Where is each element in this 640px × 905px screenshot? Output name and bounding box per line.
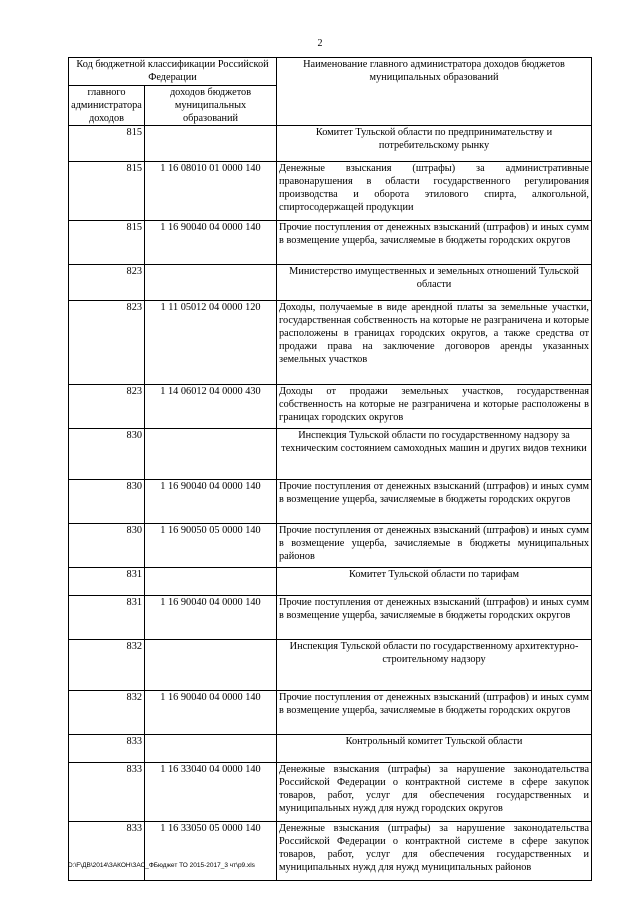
empty-code-cell — [145, 265, 277, 301]
page-number: 2 — [317, 38, 323, 49]
income-code-cell: 1 16 90050 05 0000 140 — [145, 524, 277, 568]
income-item-row — [69, 301, 592, 385]
income-item-row — [69, 763, 592, 822]
admin-code-cell: 815 — [69, 162, 145, 221]
header-code-group: Код бюджетной классификации Российской Федерации — [69, 58, 277, 86]
admin-code-cell: 833 — [69, 735, 145, 763]
organization-name-cell — [277, 265, 592, 301]
income-description-cell: Доходы от продажи земельных участков, государственная собственность на которые не разграничена и которые расположены в границах городских округов — [277, 385, 592, 429]
income-code-cell: 1 16 90040 04 0000 140 — [145, 691, 277, 735]
admin-code-cell: 832 — [69, 691, 145, 735]
empty-code-cell — [145, 429, 277, 480]
income-description-cell: Прочие поступления от денежных взысканий (штрафов) и иных сумм в возмещение ущерба, зачисляемые в бюджеты городских округов — [277, 480, 592, 524]
admin-code-cell: 833 — [69, 822, 145, 881]
admin-code-cell: 815 — [69, 221, 145, 265]
admin-code-cell: 823 — [69, 265, 145, 301]
admin-code-cell: 830 — [69, 429, 145, 480]
income-code-cell: 1 14 06012 04 0000 430 — [145, 385, 277, 429]
organization-name-cell — [277, 735, 592, 763]
income-item-row — [69, 691, 592, 735]
income-description-cell: Доходы, получаемые в виде арендной платы за земельные участки, государственная собственность на которые не разграничена и которые расположены в границах городских округов, а также средства от продажи права на заключение договоров аренды указанных земельных участков — [277, 301, 592, 385]
income-description-cell: Прочие поступления от денежных взысканий (штрафов) и иных сумм в возмещение ущерба, зачисляемые в бюджеты городских округов — [277, 691, 592, 735]
empty-code-cell — [145, 735, 277, 763]
income-code-cell: 1 11 05012 04 0000 120 — [145, 301, 277, 385]
organization-name: Инспекция Тульской области по государственному архитектурно-строительному надзору — [289, 641, 579, 665]
header-row-1 — [69, 58, 592, 86]
admin-code-cell: 831 — [69, 568, 145, 596]
admin-code-cell: 831 — [69, 596, 145, 640]
admin-code-cell: 830 — [69, 524, 145, 568]
organization-name: Комитет Тульской области по предпринимательству и потребительскому рынку — [315, 127, 553, 151]
header-income-column: доходов бюджетов муниципальных образований — [145, 86, 277, 126]
organization-name-cell — [277, 429, 592, 480]
organization-row — [69, 126, 592, 162]
organization-row — [69, 735, 592, 763]
organization-name-cell — [277, 640, 592, 691]
header-admin-column: главного администратора доходов — [69, 86, 145, 126]
admin-code-cell: 815 — [69, 126, 145, 162]
income-code-cell: 1 16 90040 04 0000 140 — [145, 221, 277, 265]
income-description-cell: Денежные взыскания (штрафы) за нарушение законодательства Российской Федерации о контрактной системе в сфере закупок товаров, работ, услуг для обеспечения государственных и муниципальных нужд для нужд городских округов — [277, 763, 592, 822]
organization-row — [69, 429, 592, 480]
income-code-cell: 1 16 33050 05 0000 140 — [145, 822, 277, 881]
income-description-cell: Денежные взыскания (штрафы) за нарушение законодательства Российской Федерации о контрактной системе в сфере закупок товаров, работ, услуг для обеспечения государственных и муниципальных нужд для нужд муниципальных районов — [277, 822, 592, 881]
organization-name-cell — [277, 568, 592, 596]
income-item-row — [69, 162, 592, 221]
income-item-row — [69, 524, 592, 568]
income-item-row — [69, 480, 592, 524]
organization-name: Инспекция Тульской области по государственному надзору за техническим состоянием самоходных машин и других видов техники — [281, 430, 587, 454]
admin-code-cell: 832 — [69, 640, 145, 691]
organization-name: Комитет Тульской области по тарифам — [349, 569, 519, 580]
income-description-cell: Прочие поступления от денежных взысканий (штрафов) и иных сумм в возмещение ущерба, зачисляемые в бюджеты городских округов — [277, 596, 592, 640]
organization-row — [69, 640, 592, 691]
income-description-cell: Денежные взыскания (штрафы) за административные правонарушения в области государственного регулирования производства и оборота этилового спирта, алкогольной, спиртосодержащей продукции — [277, 162, 592, 221]
income-description-cell: Прочие поступления от денежных взысканий (штрафов) и иных сумм в возмещение ущерба, зачисляемые в бюджеты городских округов — [277, 221, 592, 265]
income-code-cell: 1 16 90040 04 0000 140 — [145, 596, 277, 640]
organization-name: Министерство имущественных и земельных отношений Тульской области — [289, 266, 579, 290]
income-item-row — [69, 385, 592, 429]
empty-code-cell — [145, 126, 277, 162]
admin-code-cell: 830 — [69, 480, 145, 524]
file-path-footer: D:\F\ДВ\2014\ЗАКОН\ЗАС_ФБюджет ТО 2015-2017_3 чт\р9.xls — [68, 862, 255, 869]
organization-row — [69, 568, 592, 596]
admin-code-cell: 823 — [69, 301, 145, 385]
income-item-row — [69, 822, 592, 881]
budget-table — [68, 57, 592, 881]
empty-code-cell — [145, 640, 277, 691]
income-description-cell: Прочие поступления от денежных взысканий (штрафов) и иных сумм в возмещение ущерба, зачисляемые в бюджеты муниципальных районов — [277, 524, 592, 568]
income-item-row — [69, 596, 592, 640]
admin-code-cell: 833 — [69, 763, 145, 822]
empty-code-cell — [145, 568, 277, 596]
income-item-row — [69, 221, 592, 265]
admin-code-cell: 823 — [69, 385, 145, 429]
organization-row — [69, 265, 592, 301]
income-code-cell: 1 16 08010 01 0000 140 — [145, 162, 277, 221]
income-code-cell: 1 16 90040 04 0000 140 — [145, 480, 277, 524]
organization-name: Контрольный комитет Тульской области — [345, 736, 523, 747]
income-code-cell: 1 16 33040 04 0000 140 — [145, 763, 277, 822]
header-name-column: Наименование главного администратора доходов бюджетов муниципальных образований — [277, 58, 592, 126]
organization-name-cell — [277, 126, 592, 162]
